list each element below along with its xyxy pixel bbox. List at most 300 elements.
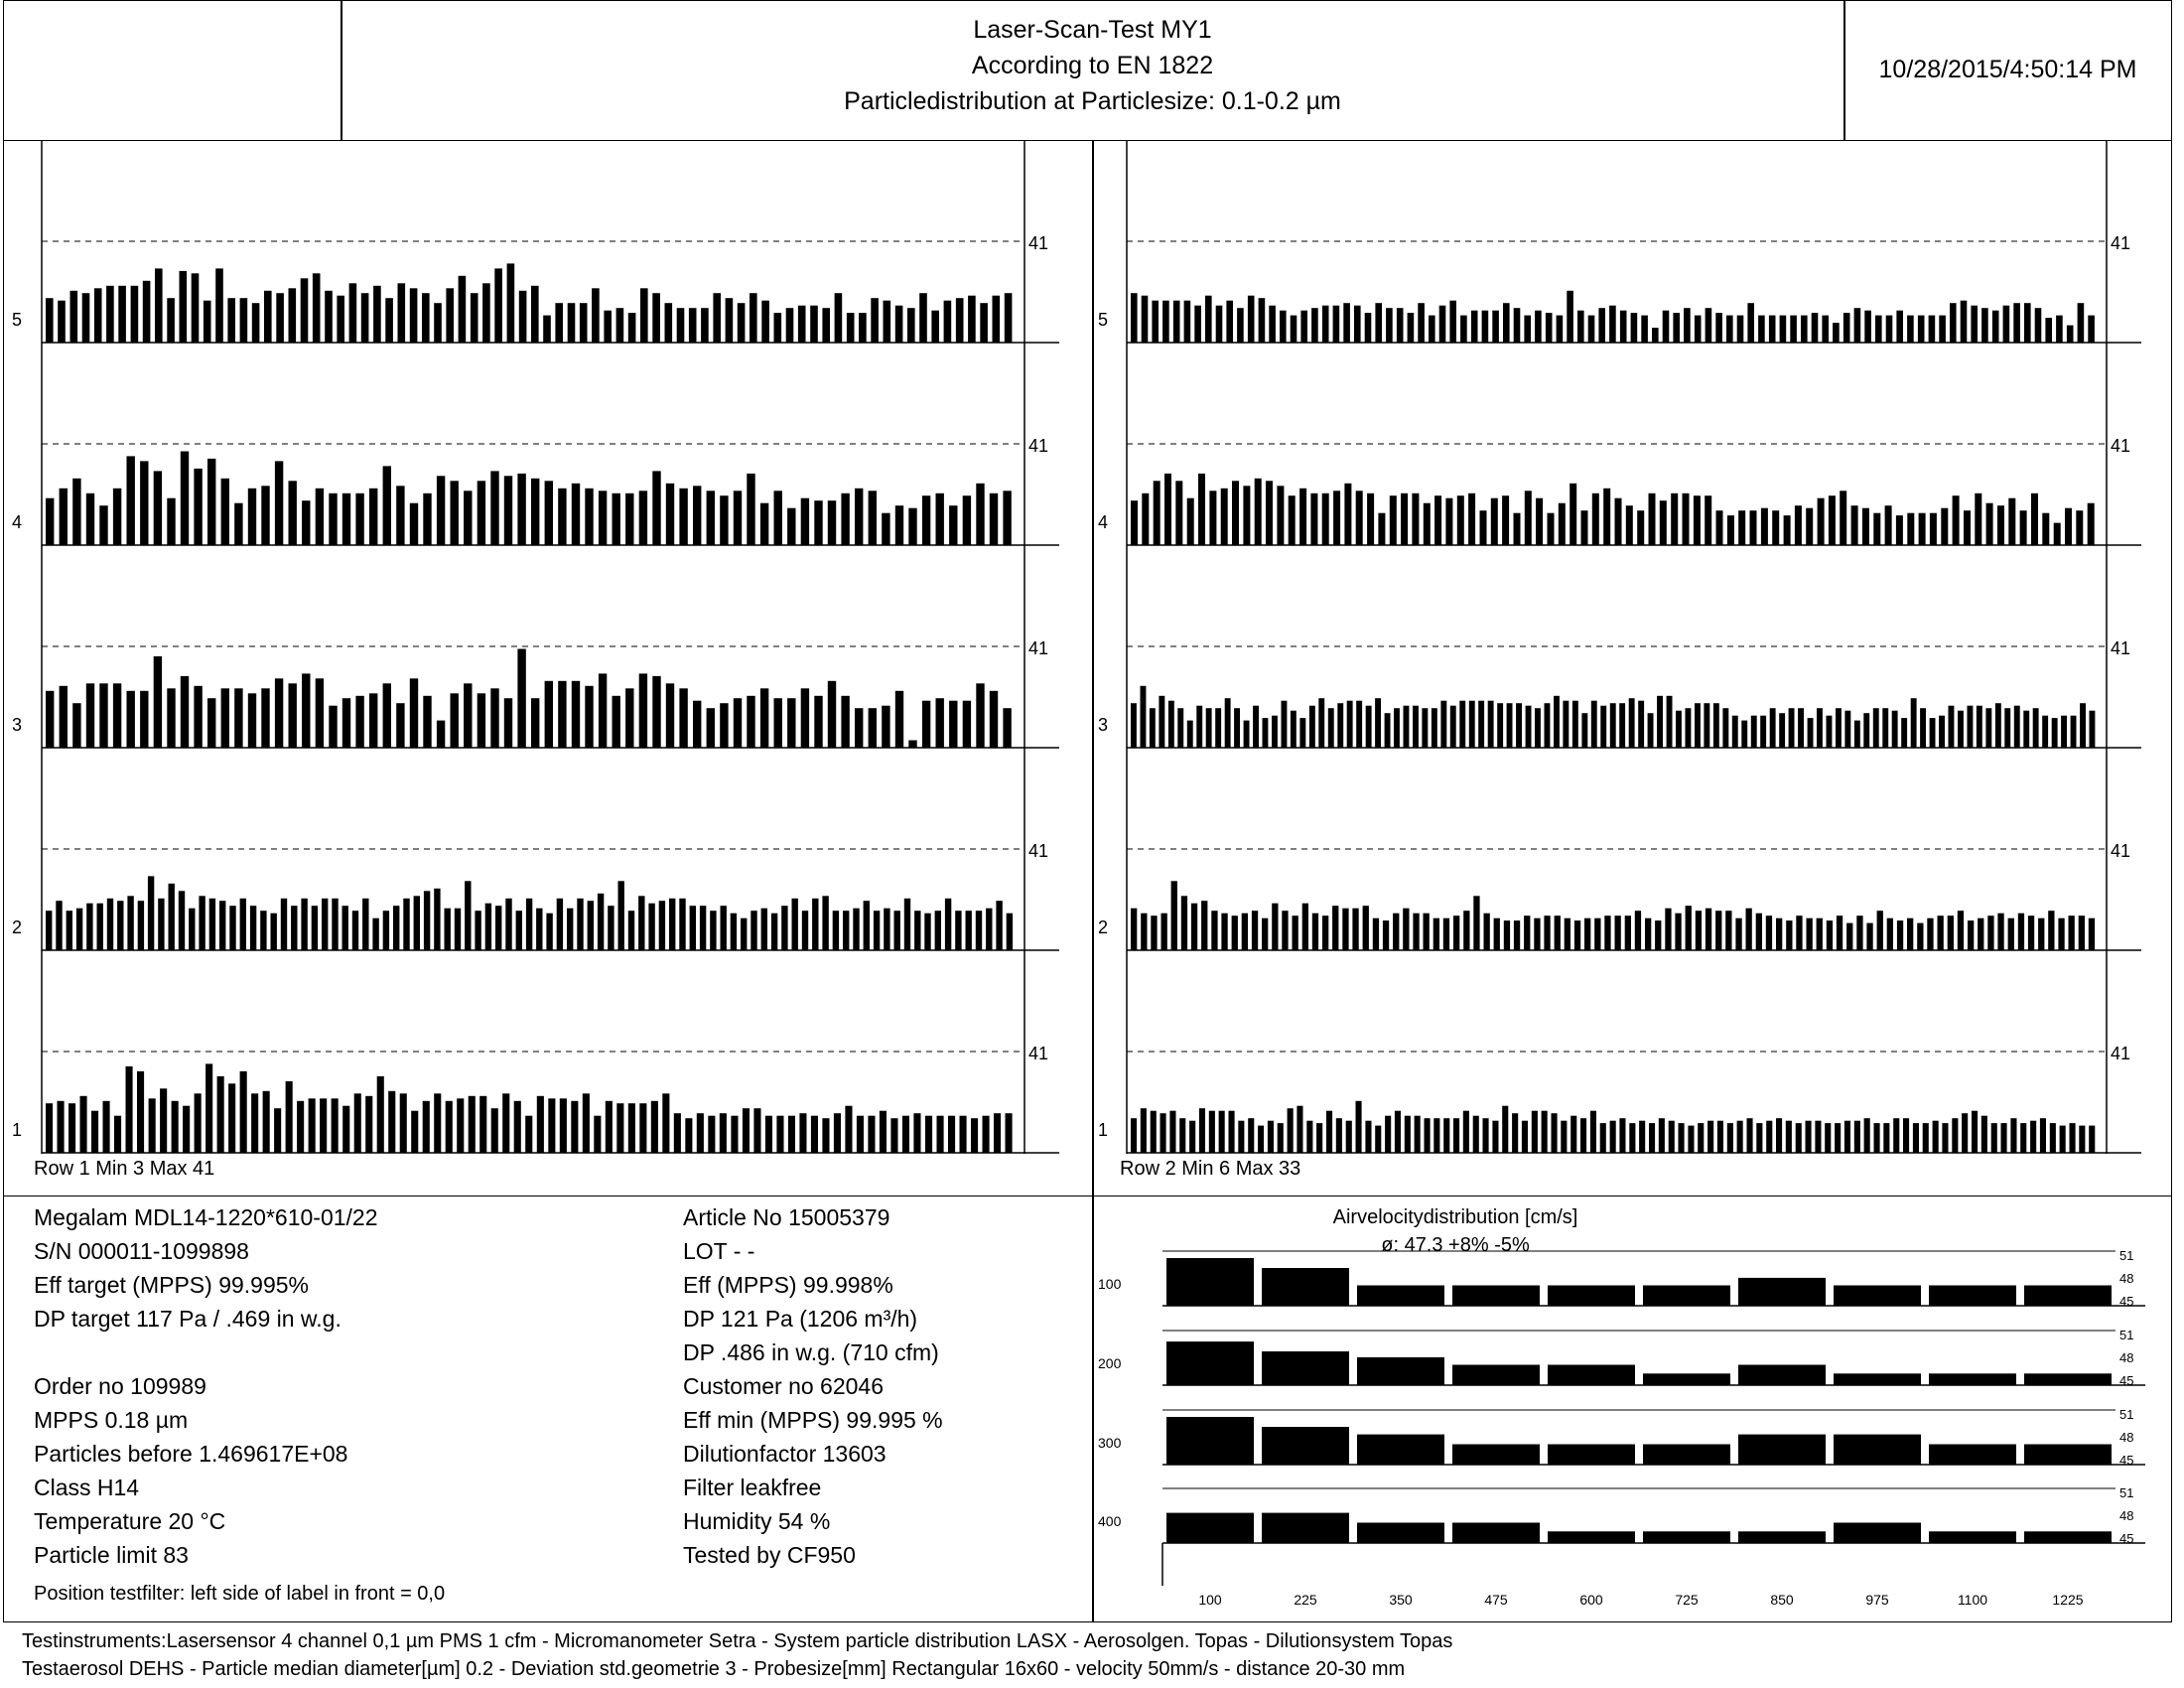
- scan-bar: [1269, 306, 1276, 343]
- scan-bar: [2080, 703, 2086, 748]
- scan-bar: [1171, 881, 1177, 950]
- scan-bar: [316, 489, 324, 545]
- air-x-tick-label: 1100: [1957, 1592, 1988, 1608]
- scan-bar: [207, 698, 215, 748]
- scan-bar: [1638, 701, 1644, 748]
- scan-row-1: [12, 1044, 1059, 1153]
- scan-bar: [531, 479, 539, 545]
- scan-bar: [56, 901, 62, 950]
- info-tested-by: Tested by CF950: [683, 1542, 856, 1568]
- scan-bar: [337, 296, 344, 343]
- scan-bar: [248, 489, 256, 545]
- scan-bar: [1363, 906, 1369, 950]
- scan-bar: [352, 911, 358, 950]
- scan-bar: [743, 1108, 750, 1153]
- scan-bar: [99, 505, 107, 545]
- air-bar: [1166, 1258, 1254, 1306]
- scan-bar: [1299, 718, 1305, 748]
- scan-bar: [1619, 1118, 1625, 1153]
- scan-bar: [1798, 708, 1804, 748]
- scan-bar: [1346, 1121, 1352, 1153]
- scan-bar: [1684, 308, 1691, 343]
- scan-bar: [490, 688, 498, 748]
- scan-bar: [1216, 306, 1223, 343]
- scan-bar: [1873, 513, 1880, 545]
- scan-bar: [787, 698, 795, 748]
- scan-bar: [1717, 1121, 1723, 1153]
- scan-bar: [1968, 706, 1974, 748]
- scan-bar: [1939, 316, 1946, 343]
- scan-bar: [194, 469, 202, 545]
- scan-bar: [859, 313, 867, 343]
- scan-bar: [1173, 301, 1180, 343]
- air-scale-label: 45: [2119, 1373, 2134, 1388]
- scan-bar: [478, 481, 485, 545]
- scan-bar: [154, 471, 162, 545]
- scan-bar: [410, 678, 418, 748]
- scan-bar: [1293, 915, 1298, 950]
- scan-bar: [1445, 498, 1452, 545]
- scan-bar: [1580, 1118, 1586, 1153]
- scan-bar: [1789, 708, 1795, 748]
- scan-bar: [572, 681, 580, 748]
- scan-bar: [1404, 706, 1410, 748]
- air-scale-label: 51: [2119, 1248, 2134, 1263]
- scan-bar: [558, 681, 566, 748]
- scan-bar: [1221, 489, 1228, 545]
- scan-bar: [2014, 706, 2020, 748]
- scan-bar: [1917, 923, 1923, 950]
- scan-bar: [1829, 495, 1836, 545]
- scan-bar: [2078, 303, 2085, 343]
- scan-bar: [1949, 706, 1955, 748]
- scan-bar: [1930, 513, 1937, 545]
- scan-bar: [1252, 911, 1258, 950]
- scan-row-1: [1098, 1044, 2141, 1153]
- scan-row-5: [1098, 233, 2141, 343]
- scan-bar: [354, 1093, 361, 1153]
- scan-bar: [167, 298, 175, 343]
- scan-bar: [546, 914, 552, 950]
- scan-bar: [753, 1108, 760, 1153]
- scan-bar: [205, 1063, 212, 1153]
- scan-bar: [666, 683, 674, 748]
- scan-bar: [1259, 298, 1266, 343]
- scan-bar: [560, 1098, 567, 1153]
- scan-bar: [1332, 906, 1338, 950]
- air-bar: [1738, 1531, 1826, 1543]
- scan-bar: [252, 303, 260, 343]
- air-bar: [1452, 1523, 1540, 1544]
- scan-bar: [385, 298, 393, 343]
- scan-bar: [2040, 1118, 2046, 1153]
- scan-bar: [1422, 708, 1428, 748]
- scan-bar: [1151, 1111, 1157, 1153]
- scan-bar: [127, 456, 135, 545]
- scan-bar: [616, 308, 624, 343]
- scan-bar: [286, 1081, 293, 1153]
- scan-bar: [58, 301, 66, 343]
- scan-bar: [1278, 1123, 1284, 1153]
- scan-bar: [1266, 481, 1273, 545]
- scan-bar: [1189, 1121, 1195, 1153]
- scan-bar: [377, 1076, 384, 1153]
- scan-bar: [771, 914, 777, 950]
- scan-bar: [1502, 495, 1509, 545]
- scan-bar: [2061, 716, 2067, 748]
- scan-bar: [2023, 711, 2029, 748]
- scan-bar: [1199, 1108, 1205, 1153]
- air-scale-label: 45: [2119, 1453, 2134, 1468]
- scan-bar: [2054, 523, 2061, 545]
- scan-bar: [731, 1116, 738, 1153]
- scan-bar: [2030, 1121, 2036, 1153]
- scan-bar: [1343, 303, 1350, 343]
- scan-bar: [904, 899, 910, 950]
- scan-bar: [713, 293, 721, 343]
- scan-bar: [855, 489, 863, 545]
- scan-bar: [1159, 696, 1164, 748]
- scan-bar: [1003, 708, 1011, 748]
- air-bar: [1452, 1445, 1540, 1466]
- scan-bar: [993, 296, 1001, 343]
- info-leak: Filter leakfree: [683, 1475, 822, 1500]
- scan-bar: [1322, 493, 1329, 545]
- scan-bar: [1600, 706, 1606, 748]
- scan-bar: [799, 1113, 806, 1153]
- scan-bar: [86, 493, 94, 545]
- scan-bar: [828, 500, 836, 545]
- air-scale-label: 48: [2119, 1350, 2134, 1365]
- scan-bar: [234, 503, 242, 545]
- scan-bar: [1657, 696, 1663, 748]
- scan-bar: [127, 896, 133, 950]
- scan-bar: [1939, 716, 1945, 748]
- scan-bar: [58, 1101, 65, 1153]
- scan-bar: [834, 1113, 841, 1153]
- scan-bar: [543, 316, 551, 343]
- scan-bar: [1961, 301, 1968, 343]
- scan-bar: [1219, 1111, 1225, 1153]
- scan-bar: [1244, 721, 1250, 748]
- scan-bar: [516, 911, 522, 950]
- scan-bar: [1322, 306, 1329, 343]
- scan-bar: [1620, 311, 1627, 343]
- air-x-tick-label: 850: [1770, 1592, 1794, 1608]
- scan-bar: [1282, 911, 1288, 950]
- scan-bar: [1567, 291, 1573, 343]
- scan-bar: [1707, 1121, 1713, 1153]
- row-label: 1: [12, 1120, 23, 1140]
- scan-bar: [983, 1116, 990, 1153]
- scan-bar: [1326, 1111, 1332, 1153]
- scan-bar: [355, 696, 363, 748]
- scan-bar: [2065, 508, 2072, 545]
- scan-bar: [1310, 493, 1317, 545]
- scan-bar: [1968, 920, 1974, 950]
- scan-bar: [396, 703, 404, 748]
- scan-bar: [1600, 1123, 1606, 1153]
- scan-bar: [1705, 495, 1711, 545]
- scan-bar: [1958, 911, 1964, 950]
- scan-bar: [1516, 703, 1522, 748]
- scan-bar: [158, 899, 164, 950]
- scan-bar: [2069, 915, 2075, 950]
- scan-bar: [651, 1101, 658, 1153]
- scan-bar: [1592, 493, 1599, 545]
- scan-bar: [67, 911, 72, 950]
- scan-bar: [1629, 1123, 1635, 1153]
- scan-bar: [1561, 1121, 1567, 1153]
- scan-bar: [1131, 500, 1138, 545]
- scan-bar: [708, 1116, 715, 1153]
- info-order: Order no 109989: [34, 1373, 206, 1399]
- scan-bar: [1473, 1116, 1479, 1153]
- scan-bar: [312, 906, 318, 950]
- scan-bar: [309, 1098, 316, 1153]
- scan-bar: [475, 911, 480, 950]
- scan-bar: [648, 904, 654, 950]
- scan-bar: [750, 293, 757, 343]
- air-bar: [1834, 1435, 1921, 1465]
- scan-bar: [457, 1098, 464, 1153]
- scan-bar: [46, 691, 54, 748]
- air-bar: [1738, 1365, 1826, 1386]
- scan-bar: [1590, 1111, 1596, 1153]
- scan-bar: [1201, 901, 1207, 950]
- air-bar: [1834, 1523, 1921, 1544]
- scan-bar: [1344, 484, 1351, 545]
- row-label: 5: [1098, 310, 1109, 330]
- air-bar: [1548, 1365, 1635, 1386]
- scan-bar: [1761, 508, 1768, 545]
- scan-bar: [240, 1071, 247, 1153]
- scan-bar: [971, 1118, 978, 1153]
- scan-bar: [1846, 923, 1852, 950]
- scan-bar: [451, 693, 459, 748]
- scan-bar: [138, 901, 144, 950]
- scan-bar: [2089, 918, 2095, 950]
- scan-bar: [414, 896, 420, 950]
- scan-bar: [209, 899, 215, 950]
- scan-bar: [868, 1116, 875, 1153]
- scan-bar: [410, 288, 418, 343]
- scan-bar: [2042, 513, 2049, 545]
- scan-bar: [924, 914, 930, 950]
- scan-bar: [555, 303, 563, 343]
- scan-bar: [638, 896, 644, 950]
- scan-bar: [674, 1113, 681, 1153]
- scan-bar: [1291, 711, 1297, 748]
- scan-bar: [1005, 293, 1013, 343]
- scan-bar: [127, 691, 135, 748]
- scan-bar: [1645, 918, 1651, 950]
- scan-bar: [1469, 701, 1475, 748]
- scan-bar: [2048, 911, 2054, 950]
- scan-bar: [1695, 316, 1702, 343]
- scan-bar: [424, 891, 430, 950]
- scan-bar: [1459, 701, 1465, 748]
- scan-bar: [585, 489, 593, 545]
- scan-bar: [693, 701, 701, 748]
- scan-bar: [701, 308, 709, 343]
- scan-bar: [103, 1101, 110, 1153]
- scan-bar: [2024, 303, 2031, 343]
- scan-bar: [1548, 513, 1555, 545]
- scan-bar: [689, 308, 697, 343]
- scan-bar: [545, 681, 553, 748]
- scan-bar: [679, 489, 687, 545]
- air-bar: [1166, 1417, 1254, 1465]
- scan-bar: [1779, 713, 1785, 748]
- scan-bar: [1309, 706, 1315, 748]
- scan-bar: [204, 301, 211, 343]
- scan-bar: [365, 1096, 372, 1153]
- scan-bar: [189, 909, 195, 950]
- scan-bar: [302, 500, 310, 545]
- scan-bar: [1453, 915, 1459, 950]
- scan-bar: [148, 876, 154, 950]
- scan-bar: [1412, 493, 1419, 545]
- scan-bar: [949, 505, 957, 545]
- scan-bar: [107, 899, 113, 950]
- scan-bar: [1953, 495, 1960, 545]
- scan-bar: [1312, 914, 1318, 950]
- scan-bar: [1507, 703, 1513, 748]
- scan-bar: [1648, 713, 1654, 748]
- scan-bar: [1874, 1123, 1880, 1153]
- scan-bar: [97, 904, 103, 950]
- air-row-200: [1098, 1328, 2145, 1388]
- scan-bar: [219, 901, 225, 950]
- scan-bar: [855, 708, 863, 748]
- scan-bar: [1806, 1121, 1812, 1153]
- scan-bar: [46, 298, 54, 343]
- scan-bar: [479, 1096, 486, 1153]
- scan-bar: [1807, 918, 1813, 950]
- scan-bar: [1962, 1113, 1968, 1153]
- scan-bar: [1443, 1118, 1449, 1153]
- scan-bar: [948, 1116, 955, 1153]
- scan-bar: [908, 508, 916, 545]
- air-bar: [1643, 1445, 1730, 1466]
- scan-bar: [517, 474, 525, 545]
- scan-bar: [871, 298, 879, 343]
- scan-bar: [1526, 706, 1532, 748]
- scan-bar: [990, 691, 998, 748]
- scan-bar: [275, 678, 283, 748]
- scan-bar: [525, 1116, 532, 1153]
- scan-bar: [613, 696, 620, 748]
- scan-bar: [1862, 508, 1869, 545]
- air-scale-label: 51: [2119, 1485, 2134, 1500]
- scan-bar: [1808, 718, 1814, 748]
- scan-bar: [113, 489, 121, 545]
- scan-bar: [46, 498, 54, 545]
- scan-bar: [251, 1093, 258, 1153]
- scan-bar: [1272, 716, 1278, 748]
- scan-bar: [1177, 708, 1183, 748]
- scan-bar: [1609, 306, 1616, 343]
- scan-bar: [1225, 698, 1231, 748]
- scan-bar: [1289, 495, 1296, 545]
- scan-bar: [801, 688, 809, 748]
- scan-bar: [774, 491, 782, 545]
- scan-bar: [1478, 701, 1484, 748]
- scan-bar: [1815, 1121, 1821, 1153]
- scan-bar: [639, 673, 647, 748]
- scan-bar: [895, 505, 903, 545]
- scan-bar: [342, 1106, 349, 1153]
- scan-bar: [275, 461, 283, 545]
- info-dilution: Dilutionfactor 13603: [683, 1441, 887, 1467]
- scan-bar: [1237, 308, 1244, 343]
- air-bar: [1357, 1286, 1444, 1307]
- scan-bar: [1221, 914, 1227, 950]
- scan-bar: [1971, 306, 1978, 343]
- scan-bar: [1796, 915, 1802, 950]
- scan-bar: [383, 466, 391, 545]
- scan-bar: [1151, 915, 1157, 950]
- scan-bar: [1588, 316, 1595, 343]
- scan-bar: [137, 1071, 144, 1153]
- scan-caption-row1: Row 1 Min 3 Max 41: [34, 1158, 215, 1180]
- scan-bar: [1366, 706, 1372, 748]
- scan-bar: [976, 911, 982, 950]
- scan-bar: [1780, 316, 1787, 343]
- air-bar: [1262, 1513, 1349, 1543]
- scan-bar: [2060, 1126, 2066, 1153]
- air-bar: [1357, 1523, 1444, 1544]
- scan-bar: [1844, 711, 1850, 748]
- scan-bar: [1337, 703, 1343, 748]
- scan-bar: [707, 708, 715, 748]
- scan-bar: [1433, 1118, 1439, 1153]
- scan-bar: [662, 1093, 669, 1153]
- scan-bar: [843, 911, 849, 950]
- scan-bar: [1992, 311, 1999, 343]
- scan-bar: [423, 493, 431, 545]
- scan-bar: [2001, 1123, 2007, 1153]
- scan-bar: [445, 909, 451, 950]
- scan-bar: [1836, 708, 1842, 748]
- scan-bar: [812, 899, 818, 950]
- scan-bar: [1131, 293, 1138, 343]
- scan-bar: [519, 291, 527, 343]
- scan-bar: [720, 703, 728, 748]
- scan-bar: [721, 906, 727, 950]
- scan-bar: [1901, 718, 1907, 748]
- scan-bar: [738, 303, 746, 343]
- scan-bar: [1930, 718, 1936, 748]
- scan-bar: [1453, 1118, 1459, 1153]
- scan-bar: [1262, 918, 1268, 950]
- scan-bar: [167, 498, 175, 545]
- scan-bar: [1525, 491, 1532, 545]
- scan-bar: [1626, 505, 1633, 545]
- scan-bar: [80, 1096, 87, 1153]
- footer-instruments: Testinstruments:Lasersensor 4 channel 0,1 µm PMS 1 cfm - Micromanometer Setra - System particle distribution LASX - Aerosolgen. Topas - Dilutionsystem Topas: [22, 1630, 1453, 1652]
- scan-bar: [1896, 515, 1903, 545]
- scan-bar: [1232, 481, 1239, 545]
- scan-bar: [437, 721, 445, 748]
- scan-bar: [945, 899, 951, 950]
- scan-bar: [996, 901, 1002, 950]
- scan-bar: [640, 288, 648, 343]
- info-temperature: Temperature 20 °C: [34, 1508, 226, 1534]
- scan-bar: [810, 306, 818, 343]
- air-row-100: [1098, 1248, 2145, 1309]
